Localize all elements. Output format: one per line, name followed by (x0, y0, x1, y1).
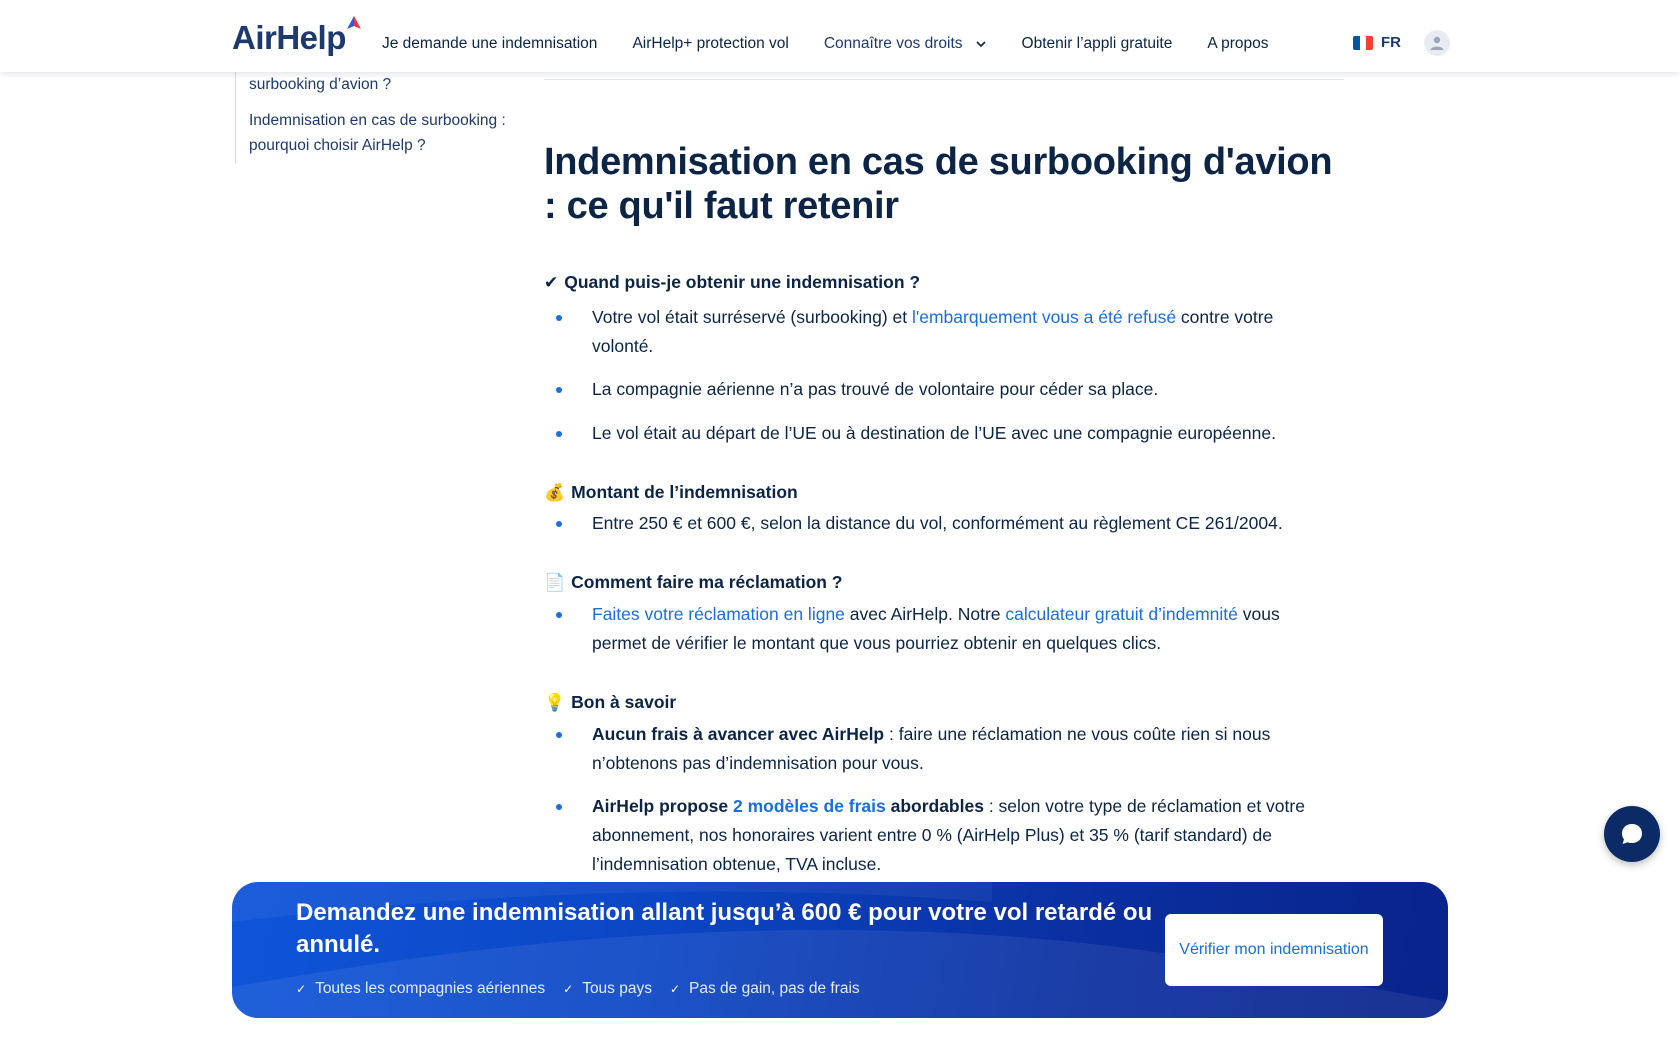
section-heading-amount (544, 482, 798, 503)
nav-airhelp-plus[interactable] (632, 35, 788, 53)
nav-app[interactable] (1022, 35, 1173, 53)
list-item-bold: Aucun frais à avancer avec AirHelp (592, 724, 885, 744)
list-item (592, 792, 1332, 879)
nav-about[interactable] (1207, 35, 1268, 53)
list-item-text: avec AirHelp. Notre (844, 604, 1006, 624)
claim-online-link[interactable]: Faites votre réclamation en ligne (592, 604, 845, 624)
page-title: Indemnisation en cas de surbooking d'avion : ce qu'il faut retenir (544, 141, 1333, 227)
section-heading-claim (544, 572, 843, 593)
logo-mark-icon (347, 16, 361, 34)
section-heading-when-text: Quand puis-je obtenir une indemnisation ? (564, 272, 921, 292)
fee-models-link[interactable]: 2 modèles de frais (733, 796, 886, 816)
main-nav (382, 0, 1304, 88)
banner-title: Demandez une indemnisation allant jusqu’à 600 € pour votre vol retardé ou annulé. (296, 899, 1153, 958)
language-code: FR (1381, 34, 1401, 51)
list-item-text: Votre vol était surréservé (surbooking) et (592, 307, 913, 327)
feature-label: Tous pays (582, 980, 652, 997)
check-compensation-button[interactable]: Vérifier mon indemnisation (1165, 914, 1383, 986)
feature-item (670, 980, 860, 998)
list-item-text: Le vol était au départ de l’UE ou à destination de l’UE avec une compagnie européenne. (592, 423, 1276, 443)
list-item-bold: AirHelp propose (592, 796, 733, 816)
list-item-text: : faire une réclamation ne vous coûte rien si nous n’obtenons pas d’indemnisation pour vous. (592, 724, 1271, 773)
nav-know-rights[interactable] (824, 35, 987, 53)
chat-bubble-icon (1619, 821, 1645, 847)
check-icon: ✓ (669, 982, 681, 996)
france-flag-icon (1353, 36, 1373, 50)
toc-item-surbooking[interactable]: surbooking d’avion ? (249, 76, 392, 93)
user-icon (1429, 35, 1445, 51)
banner-features (296, 980, 878, 998)
nav-claim-label: Je demande une indemnisation (382, 35, 598, 52)
nav-app-label: Obtenir l’appli gratuite (1021, 35, 1173, 52)
feature-item (563, 980, 652, 998)
list-item (592, 509, 1332, 538)
nav-claim[interactable] (382, 35, 597, 53)
list-item (592, 375, 1332, 404)
document-icon: 📄 (544, 572, 566, 592)
calculator-link[interactable]: calculateur gratuit d’indemnité (1005, 604, 1238, 624)
claim-cta-banner (232, 882, 1448, 1018)
logo-text: AirHelp (232, 19, 346, 56)
site-header (0, 0, 1680, 72)
list-item (592, 720, 1332, 778)
list-item-text: La compagnie aérienne n’a pas trouvé de volontaire pour céder sa place. (592, 379, 1159, 399)
list-item (592, 419, 1332, 448)
chevron-down-icon (975, 38, 987, 50)
article-content (544, 140, 1344, 874)
nav-airhelp-plus-label: AirHelp+ protection vol (632, 35, 789, 52)
list-item (592, 600, 1332, 658)
chat-button[interactable] (1604, 806, 1660, 862)
section-heading-when (544, 272, 920, 293)
list-item-text: : selon votre type de réclamation et votre abonnement, nos honoraires varient entre 0 % (AirHelp Plus) et 35 % (tarif standard) de l’indemnisation obtenue, TVA incluse. (592, 796, 1305, 874)
airhelp-logo[interactable] (232, 18, 361, 58)
user-account-icon[interactable] (1424, 30, 1450, 56)
list-item-text: Entre 250 € et 600 €, selon la distance du vol, conformément au règlement CE 261/2004. (592, 513, 1283, 533)
feature-label: Pas de gain, pas de frais (689, 980, 860, 997)
language-selector[interactable] (1353, 34, 1401, 51)
feature-label: Toutes les compagnies aériennes (315, 980, 546, 997)
nav-about-label: A propos (1207, 35, 1269, 52)
section-heading-amount-text: Montant de l’indemnisation (571, 482, 798, 502)
toc-item-why-airhelp[interactable]: Indemnisation en cas de surbooking : pourquoi choisir AirHelp ? (249, 112, 506, 154)
boarding-denied-link[interactable]: l'embarquement vous a été refusé (912, 307, 1177, 327)
list-item-bold: abordables (885, 796, 984, 816)
list-item-text: contre votre volonté. (592, 307, 1274, 356)
list-item-text: vous permet de vérifier le montant que vous pourriez obtenir en quelques clics. (592, 604, 1280, 653)
section-heading-good-to-know-text: Bon à savoir (571, 692, 677, 712)
lightbulb-icon: 💡 (544, 692, 566, 712)
section-heading-good-to-know (544, 692, 676, 713)
check-icon: ✓ (563, 982, 574, 996)
check-icon: ✓ (296, 982, 307, 996)
list-item (592, 303, 1332, 361)
checkmark-icon: ✔ (544, 272, 559, 292)
section-heading-claim-text: Comment faire ma réclamation ? (571, 572, 843, 592)
feature-item (296, 980, 545, 998)
nav-know-rights-label: Connaître vos droits (823, 35, 963, 52)
money-bag-icon: 💰 (544, 482, 566, 502)
